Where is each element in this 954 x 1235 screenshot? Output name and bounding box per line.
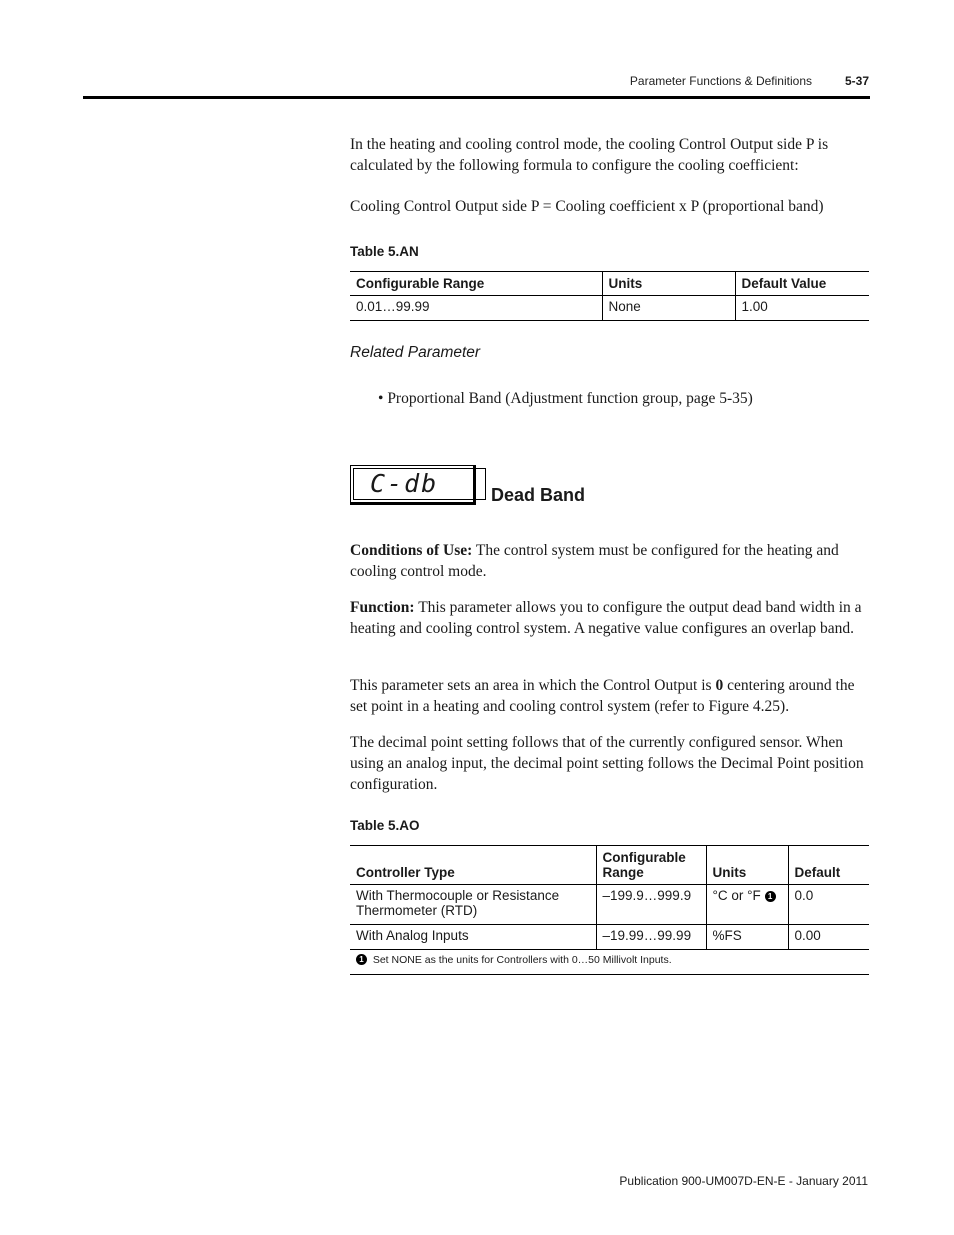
page-number: 5-37 — [845, 74, 870, 88]
footnote-text: Set NONE as the units for Controllers with 0…50 Millivolt Inputs. — [372, 954, 672, 966]
bullet-icon: • — [378, 390, 388, 407]
units-text: °C or °F — [712, 888, 761, 903]
table-ao — [350, 845, 870, 975]
decimal-paragraph: The decimal point setting follows that of the currently configured sensor. When using an analog input, the decimal point setting follows the Decimal Point position configuration. — [350, 734, 864, 793]
header-rule — [83, 96, 870, 99]
table-an-header-row — [350, 272, 869, 296]
table-cell: None — [602, 296, 735, 321]
table-footnote-row — [350, 950, 869, 975]
table-cell: 0.01…99.99 — [356, 299, 430, 314]
formula-section — [350, 196, 870, 217]
conditions-label: Conditions of Use: — [350, 542, 473, 559]
table-ao-title: Table 5.AO — [350, 818, 420, 833]
table-row — [350, 925, 869, 950]
publication-footer: Publication 900-UM007D-EN-E - January 2011 — [619, 1174, 868, 1188]
decimal-section — [350, 732, 870, 795]
table-cell: –199.9…999.9 — [596, 885, 706, 925]
sets-text-bold: 0 — [715, 677, 724, 694]
table-ao-header-type: Controller Type — [356, 865, 455, 880]
table-row — [350, 885, 869, 925]
formula-text: Cooling Control Output side P = Cooling coefficient x P (proportional band) — [350, 198, 824, 215]
table-cell: With Analog Inputs — [356, 928, 469, 943]
table-cell: 0.0 — [788, 885, 869, 925]
function-label: Function: — [350, 599, 415, 616]
intro-paragraph: In the heating and cooling control mode, the cooling Control Output side P is calculated by the following formula to configure the cooling coefficient: — [350, 136, 829, 174]
table-an — [350, 271, 870, 321]
function-section — [350, 597, 870, 639]
sets-area-section — [350, 675, 870, 717]
lcd-code: C-db — [353, 468, 486, 500]
table-an-header-range: Configurable Range — [356, 276, 485, 291]
table-cell — [706, 885, 788, 925]
table-footnote — [350, 950, 869, 975]
footnote-marker-icon: 1 — [765, 891, 776, 902]
table-ao-header-row — [350, 846, 869, 885]
running-header: Parameter Functions & Definitions — [629, 74, 812, 88]
sets-text-b: centering around the set point in a heating and cooling control system (refer to Figure 4.25). — [350, 677, 855, 715]
related-item-text: Proportional Band (Adjustment function group, page 5-35) — [387, 390, 753, 407]
list-item — [378, 388, 870, 409]
function-text: This parameter allows you to configure the output dead band width in a heating and cooling control system. A negative value configures an overlap band. — [350, 599, 862, 637]
sets-text-a: This parameter sets an area in which the Control Output is — [350, 677, 716, 694]
table-an-title: Table 5.AN — [350, 244, 419, 259]
table-cell: –19.99…99.99 — [596, 925, 706, 950]
footnote-marker-icon: 1 — [356, 954, 367, 965]
table-cell: With Thermocouple or Resistance Thermometer (RTD) — [356, 888, 560, 918]
lcd-display-badge — [350, 465, 474, 503]
table-an-header-default: Default Value — [735, 272, 869, 296]
table-ao-header-range: Configurable Range — [596, 846, 706, 885]
table-ao-header-default: Default — [788, 846, 869, 885]
conditions-paragraph — [350, 540, 870, 582]
conditions-text: The control system must be configured for the heating and cooling control mode. — [350, 542, 839, 580]
intro-section — [350, 134, 870, 176]
table-cell: 0.00 — [788, 925, 869, 950]
related-parameter-heading: Related Parameter — [350, 344, 481, 361]
related-list — [378, 388, 870, 409]
table-cell: 1.00 — [735, 296, 869, 321]
table-row — [350, 296, 869, 321]
conditions-section — [350, 540, 870, 582]
sets-area-paragraph — [350, 675, 870, 717]
table-ao-header-units: Units — [706, 846, 788, 885]
section-title: Dead Band — [491, 485, 586, 505]
table-cell: %FS — [706, 925, 788, 950]
function-paragraph — [350, 597, 870, 639]
table-an-header-units: Units — [602, 272, 735, 296]
